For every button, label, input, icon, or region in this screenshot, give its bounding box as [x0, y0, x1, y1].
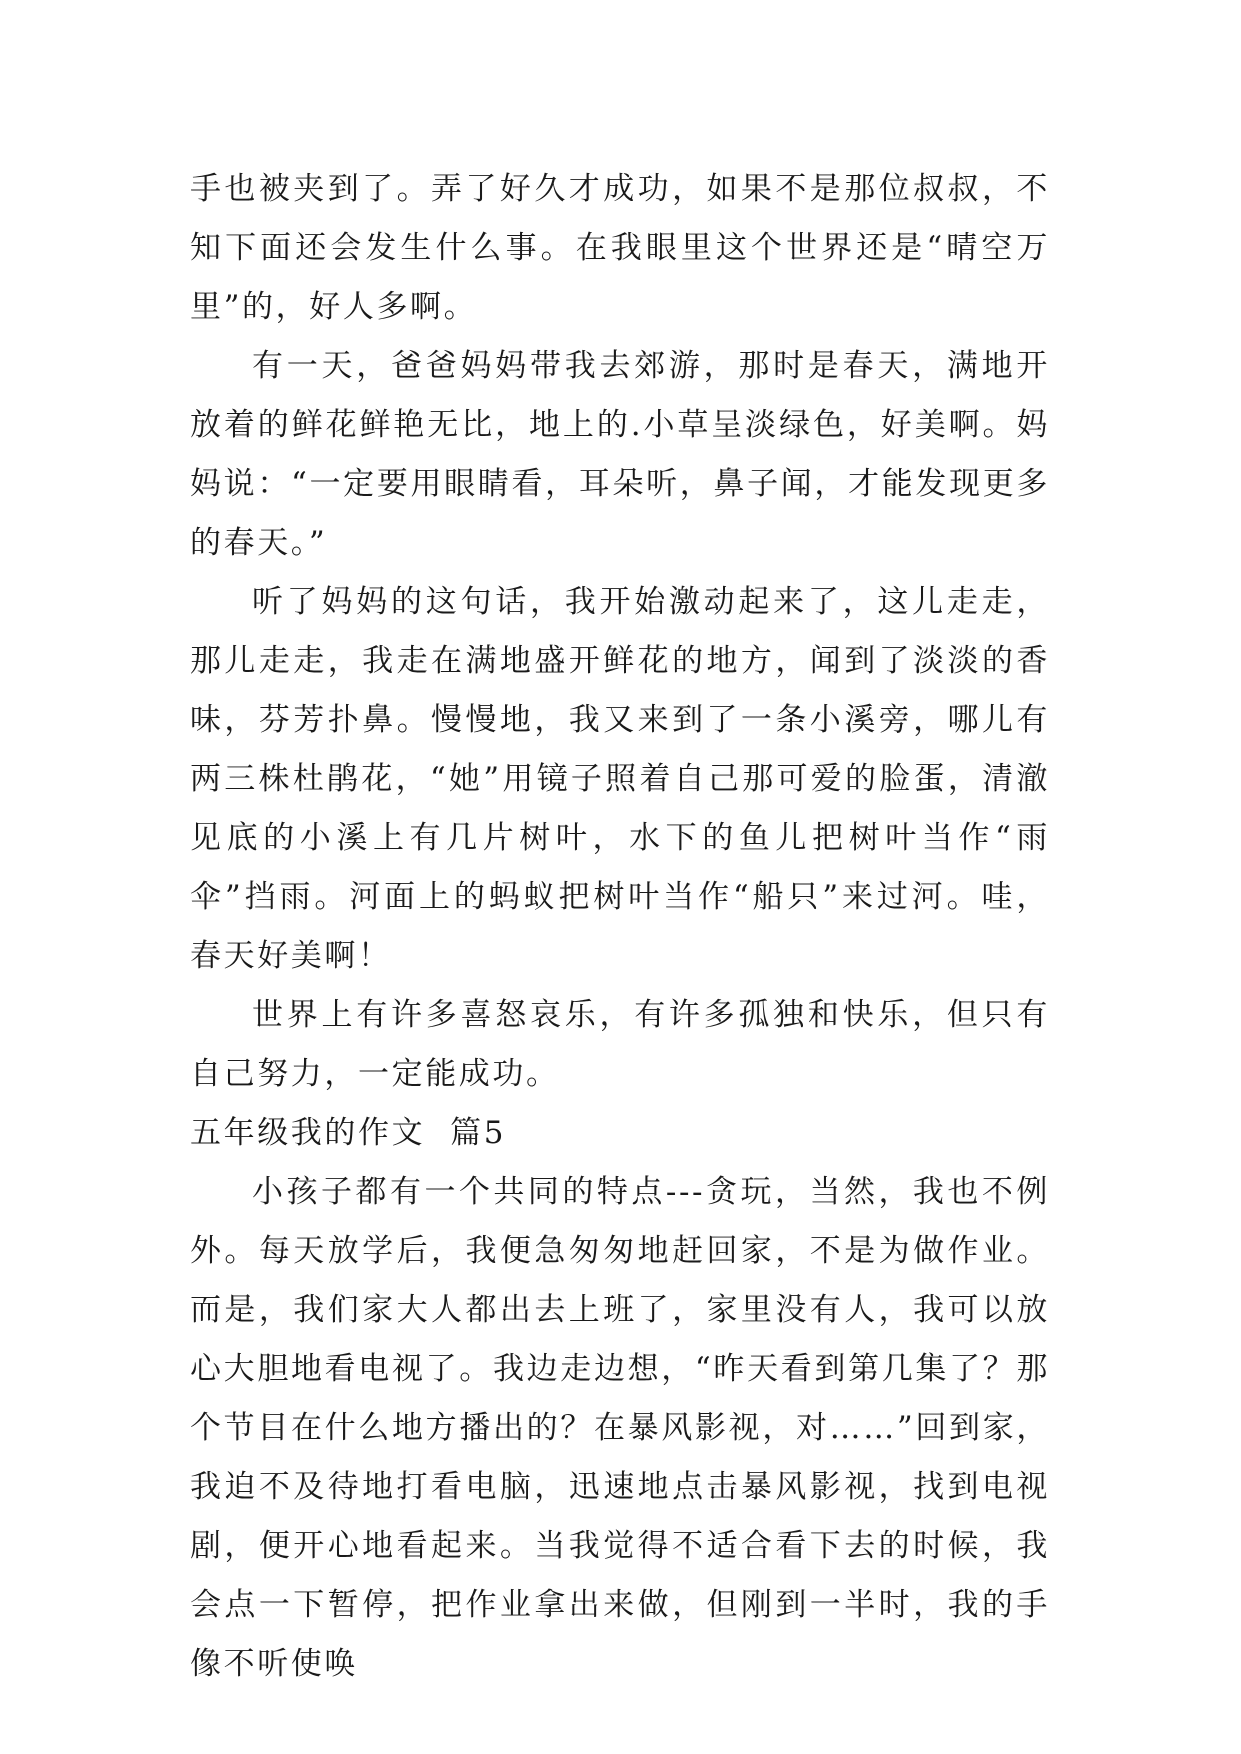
paragraph-spring-scenery: 听了妈妈的这句话，我开始激动起来了，这儿走走，那儿走走，我走在满地盛开鲜花的地方，闻到了淡淡的香味，芬芳扑鼻。慢慢地，我又来到了一条小溪旁，哪儿有两三株杜鹃花，“她”用镜子照着自己那可爱的脸蛋，清澈见底的小溪上有几片树叶，水下的鱼儿把树叶当作“雨伞”挡雨。河面上的蚂蚁把树叶当作“船只”来过河。哇，春天好美啊！	[190, 584, 1050, 974]
paragraph-essay-5: 小孩子都有一个共同的特点---贪玩，当然，我也不例外。每天放学后，我便急匆匆地赶回家，不是为做作业。而是，我们家大人都出去上班了，家里没有人，我可以放心大胆地看电视了。我边走边想，“昨天看到第几集了？那个节目在什么地方播出的？在暴风影视，对……”回到家，我迫不及待地打看电脑，迅速地点击暴风影视，找到电视剧，便开心地看起来。当我觉得不适合看下去的时候，我会点一下暂停，把作业拿出来做，但刚到一半时，我的手像不听使唤	[190, 1174, 1050, 1682]
paragraph-conclusion: 世界上有许多喜怒哀乐，有许多孤独和快乐，但只有自己努力，一定能成功。	[190, 997, 1050, 1092]
section-heading: 五年级我的作文 篇5	[190, 1115, 507, 1151]
document-body	[190, 160, 1050, 1694]
paragraph-spring-outing: 有一天，爸爸妈妈带我去郊游，那时是春天，满地开放着的鲜花鲜艳无比，地上的.小草呈淡绿色，好美啊。妈妈说：“一定要用眼睛看，耳朵听，鼻子闻，才能发现更多的春天。”	[190, 348, 1050, 561]
paragraph-continued: 手也被夹到了。弄了好久才成功，如果不是那位叔叔，不知下面还会发生什么事。在我眼里这个世界还是“晴空万里”的，好人多啊。	[190, 171, 1050, 325]
